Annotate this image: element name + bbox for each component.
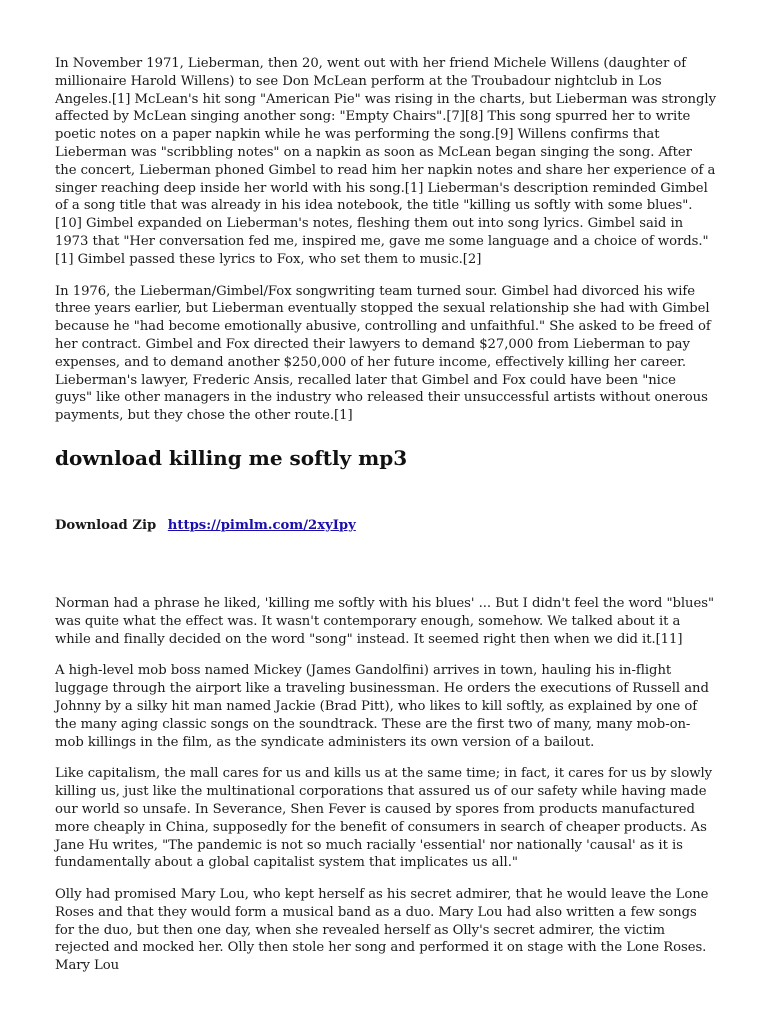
paragraph-capitalism: Like capitalism, the mall cares for us and kills us at the same time; in fact, it cares for us by slowly killing us, just like the multinational corporations that assured us of our safety while having made our world so unsafe. In Severance, Shen Fever is caused by spores from products manufactured more cheaply in China, supposedly for the benefit of consumers in search of cheaper products. As Jane Hu writes, "The pandemic is not so much racially 'essential' nor nationally 'causal' as it is fundamentally about a global capitalist system that implicates us all."	[55, 766, 713, 871]
spacer	[55, 535, 717, 595]
download-label: Download Zip	[55, 517, 157, 533]
download-link[interactable]: https://pimlm.com/2xyIpy	[167, 517, 356, 533]
paragraph-olly-mary-lou: Olly had promised Mary Lou, who kept herself as his secret admirer, that he would leave the Lone Roses and that they would form a musical band as a duo. Mary Lou had also written a few songs for the duo, but then one day, when she revealed herself as Olly's secret admirer, the victim rejected and mocked her. Olly then stole her song and performed it on stage with the Lone Roses. Mary Lou	[55, 887, 709, 974]
download-line	[55, 516, 717, 535]
paragraph-mob-boss: A high-level mob boss named Mickey (James Gandolfini) arrives in town, hauling his in-flight luggage through the airport like a traveling businessman. He orders the executions of Russell and Johnny by a silky hit man named Jackie (Brad Pitt), who likes to kill softly, as explained by one of the many aging classic songs on the soundtrack. These are the first two of many, many mob-on-mob killings in the film, as the syndicate administers its own version of a bailout.	[55, 663, 709, 750]
paragraph-napkin-story: In November 1971, Lieberman, then 20, went out with her friend Michele Willens (daughter of millionaire Harold Willens) to see Don McLean perform at the Troubadour nightclub in Los Angeles.[1] McLean's hit song "American Pie" was rising in the charts, but Lieberman was strongly affected by McLean singing another song: "Empty Chairs".[7][8] This song spurred her to write poetic notes on a paper napkin while he was performing the song.[9] Willens confirms that Lieberman was "scribbling notes" on a napkin as soon as McLean began singing the song. After the concert, Lieberman phoned Gimbel to read him her napkin notes and share her experience of a singer reaching deep inside her world with his song.[1] Lieberman's description reminded Gimbel of a song title that was already in his idea notebook, the title "killing us softly with some blues".[10] Gimbel expanded on Lieberman's notes, fleshing them out into song lyrics. Gimbel said in 1973 that "Her conversation fed me, inspired me, gave me some language and a choice of words."[1] Gimbel passed these lyrics to Fox, who set them to music.[2]	[55, 56, 716, 267]
document-page	[55, 55, 717, 989]
paragraph-blues-quote: Norman had a phrase he liked, 'killing me softly with his blues' ... But I didn't feel the word "blues" was quite what the effect was. It wasn't contemporary enough, somehow. We talked about it a while and finally decided on the word "song" instead. It seemed right then when we did it.[11]	[55, 595, 714, 647]
section-heading: download killing me softly mp3	[55, 445, 408, 470]
paragraph-team-turned-sour: In 1976, the Lieberman/Gimbel/Fox songwriting team turned sour. Gimbel had divorced his wife three years earlier, but Lieberman eventually stopped the sexual relationship she had with Gimbel because he "had become emotionally abusive, controlling and unfaithful." She asked to be freed of her contract. Gimbel and Fox directed their lawyers to demand $27,000 from Lieberman to pay expenses, and to demand another $250,000 of her future income, effectively killing her career. Lieberman's lawyer, Frederic Ansis, recalled later that Gimbel and Fox could have been "nice guys" like other managers in the industry who released their unsuccessful artists without onerous payments, but they chose the other route.[1]	[55, 283, 711, 424]
